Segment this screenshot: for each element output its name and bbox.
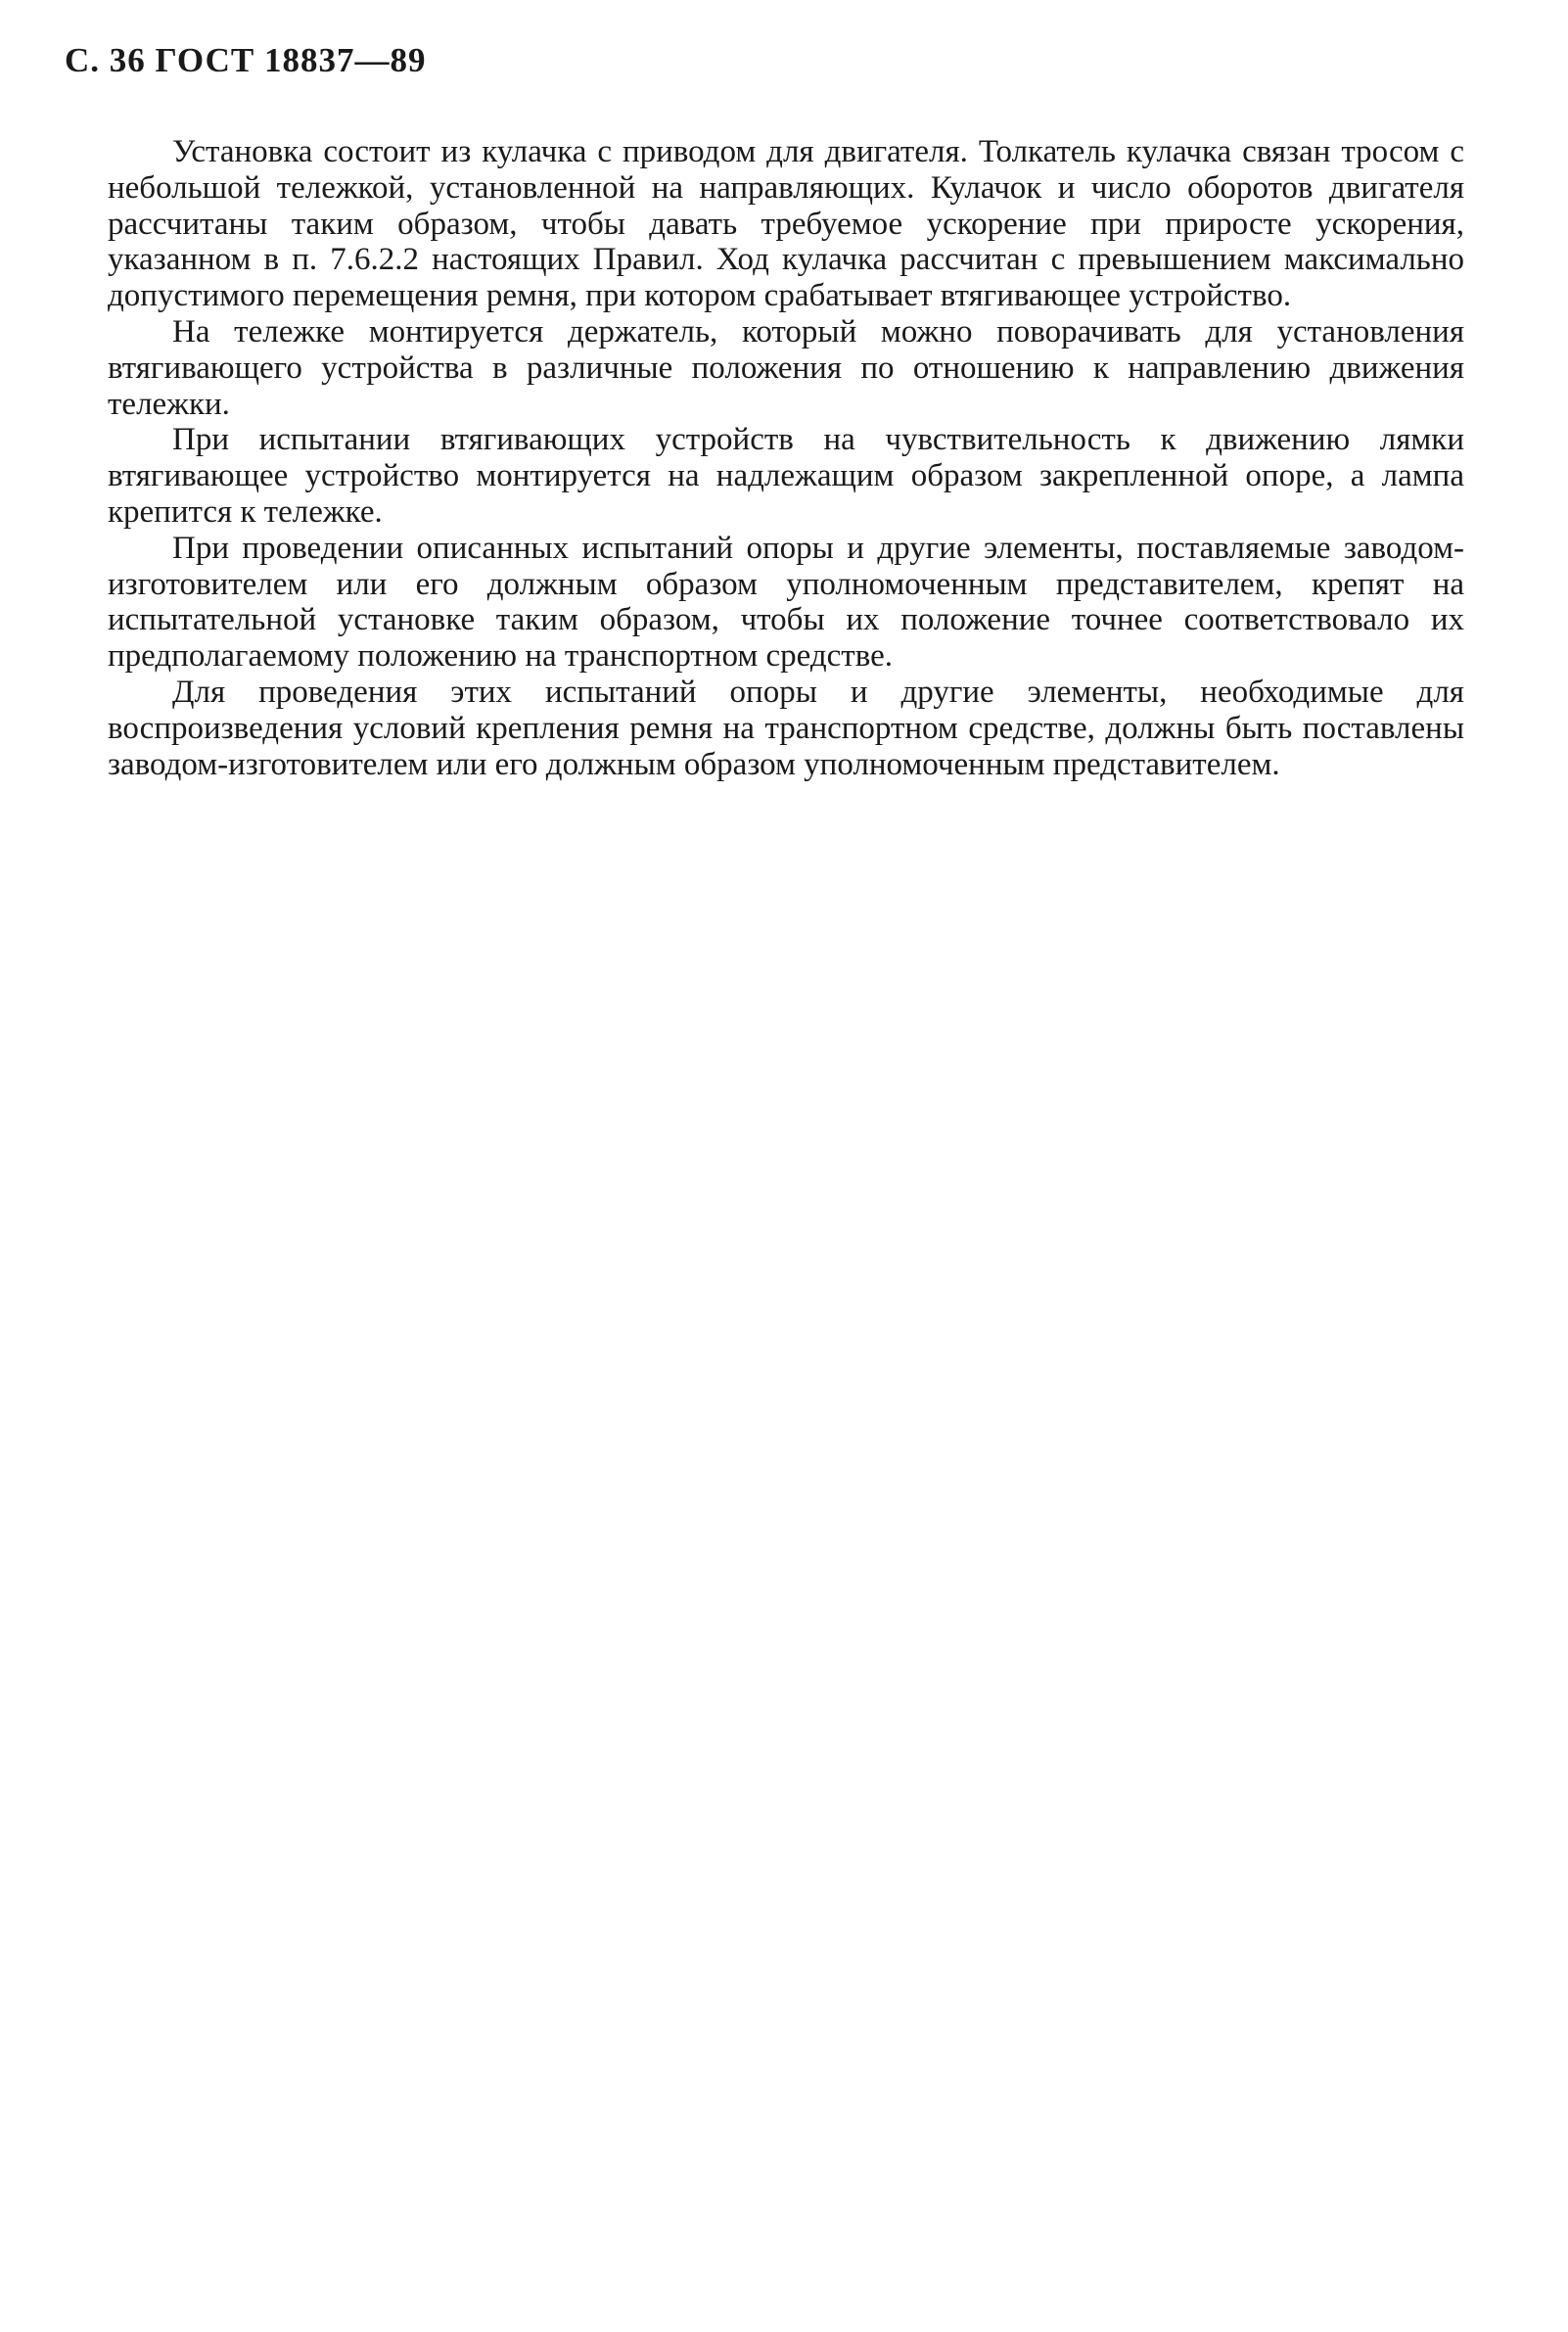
paragraph-3: При испытании втягивающих устройств на чувствительность к движению лямки втягивающее устройство монтируется на надлежащим образом закрепленной опоре, а лампа крепится к тележке. bbox=[108, 422, 1464, 530]
paragraph-5: Для проведения этих испытаний опоры и другие элементы, необходимые для воспроизведения условий крепления ремня на транспортном средстве, должны быть поставлены заводом-изготовителем или его должным образом уполномоченным представителем. bbox=[108, 674, 1464, 782]
paragraph-4: При проведении описанных испытаний опоры и другие элементы, поставляемые заводом-изготовителем или его должным образом уполномоченным представителем, крепят на испытательной установке таким образом, чтобы их положение точнее соответствовало их предполагаемому положению на транспортном средстве. bbox=[108, 530, 1464, 675]
page-header: С. 36 ГОСТ 18837—89 bbox=[65, 41, 427, 79]
body-text bbox=[108, 134, 1464, 782]
paragraph-1: Установка состоит из кулачка с приводом для двигателя. Толкатель кулачка связан тросом с небольшой тележкой, установленной на направляющих. Кулачок и число оборотов двигателя рассчитаны таким образом, чтобы давать требуемое ускорение при приросте ускорения, указанном в п. 7.6.2.2 настоящих Правил. Ход кулачка рассчитан с превышением максимально допустимого перемещения ремня, при котором срабатывает втягивающее устройство. bbox=[108, 134, 1464, 314]
paragraph-2: На тележке монтируется держатель, который можно поворачивать для установления втягивающего устройства в различные положения по отношению к направлению движения тележки. bbox=[108, 313, 1464, 422]
